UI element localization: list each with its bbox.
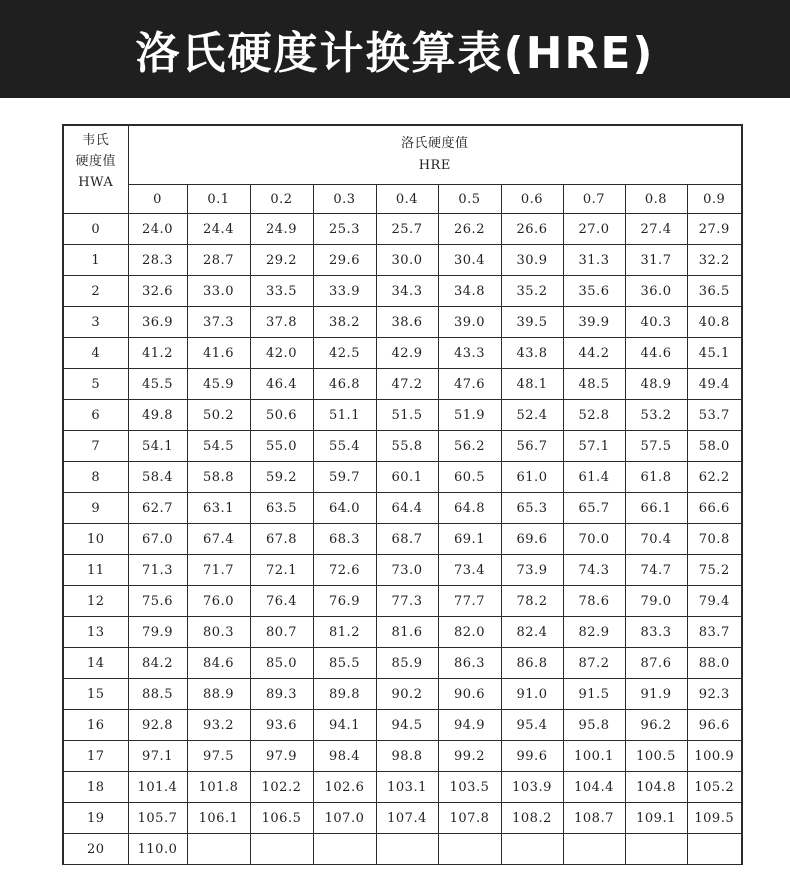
step-header-cell: 0.1 <box>187 185 250 214</box>
hre-value-cell: 59.2 <box>250 462 313 493</box>
hre-value-cell: 90.6 <box>438 679 501 710</box>
table-row <box>63 400 742 431</box>
hre-value-cell: 32.2 <box>687 245 742 276</box>
hre-value-cell: 63.5 <box>250 493 313 524</box>
hre-value-cell: 36.0 <box>625 276 687 307</box>
hre-value-cell: 56.2 <box>438 431 501 462</box>
hre-value-cell: 45.9 <box>187 369 250 400</box>
hre-value-cell: 39.9 <box>563 307 625 338</box>
table-row <box>63 338 742 369</box>
hre-value-cell: 35.2 <box>501 276 563 307</box>
hwa-value-cell: 1 <box>63 245 128 276</box>
hre-value-cell: 33.5 <box>250 276 313 307</box>
hre-value-cell: 31.3 <box>563 245 625 276</box>
hre-value-cell: 99.2 <box>438 741 501 772</box>
hre-value-cell: 108.7 <box>563 803 625 834</box>
hre-value-cell: 79.4 <box>687 586 742 617</box>
hre-value-cell: 67.4 <box>187 524 250 555</box>
hwa-value-cell: 14 <box>63 648 128 679</box>
hre-value-cell: 56.7 <box>501 431 563 462</box>
hre-value-cell: 84.2 <box>128 648 187 679</box>
hre-value-cell: 30.4 <box>438 245 501 276</box>
hwa-value-cell: 2 <box>63 276 128 307</box>
hre-value-cell: 55.8 <box>376 431 438 462</box>
conversion-table <box>62 124 743 865</box>
hre-value-cell: 67.0 <box>128 524 187 555</box>
hre-value-cell: 71.7 <box>187 555 250 586</box>
hre-value-cell: 60.1 <box>376 462 438 493</box>
hre-value-cell: 102.2 <box>250 772 313 803</box>
table-row <box>63 524 742 555</box>
hre-value-cell: 29.2 <box>250 245 313 276</box>
hre-value-cell: 41.2 <box>128 338 187 369</box>
hre-value-cell: 86.3 <box>438 648 501 679</box>
table-row <box>63 214 742 245</box>
hre-value-cell: 44.2 <box>563 338 625 369</box>
hre-value-cell: 100.5 <box>625 741 687 772</box>
hre-value-cell: 107.4 <box>376 803 438 834</box>
hre-value-cell: 46.4 <box>250 369 313 400</box>
hre-value-cell: 57.1 <box>563 431 625 462</box>
hre-value-cell: 64.4 <box>376 493 438 524</box>
hwa-value-cell: 6 <box>63 400 128 431</box>
hre-value-cell: 94.5 <box>376 710 438 741</box>
hre-value-cell: 27.0 <box>563 214 625 245</box>
hre-value-cell: 73.4 <box>438 555 501 586</box>
hre-value-cell: 82.9 <box>563 617 625 648</box>
hre-value-cell: 87.6 <box>625 648 687 679</box>
hre-value-cell: 66.1 <box>625 493 687 524</box>
hre-value-cell: 25.7 <box>376 214 438 245</box>
hre-value-cell: 96.6 <box>687 710 742 741</box>
hre-value-cell: 108.2 <box>501 803 563 834</box>
table-row <box>63 586 742 617</box>
hre-value-cell: 91.9 <box>625 679 687 710</box>
hre-value-cell: 104.8 <box>625 772 687 803</box>
step-header-cell: 0.9 <box>687 185 742 214</box>
hre-value-cell: 109.1 <box>625 803 687 834</box>
step-header-cell: 0.8 <box>625 185 687 214</box>
hre-value-cell: 49.4 <box>687 369 742 400</box>
table-row <box>63 772 742 803</box>
hre-value-cell: 69.1 <box>438 524 501 555</box>
hwa-value-cell: 11 <box>63 555 128 586</box>
hre-value-cell: 33.0 <box>187 276 250 307</box>
hre-value-cell: 78.6 <box>563 586 625 617</box>
hre-value-cell: 103.5 <box>438 772 501 803</box>
hre-value-cell: 58.8 <box>187 462 250 493</box>
hre-value-cell: 103.9 <box>501 772 563 803</box>
hre-value-cell: 48.9 <box>625 369 687 400</box>
hre-value-cell: 85.0 <box>250 648 313 679</box>
hwa-value-cell: 16 <box>63 710 128 741</box>
table-row <box>63 462 742 493</box>
hre-value-cell: 75.2 <box>687 555 742 586</box>
hre-value-cell: 40.3 <box>625 307 687 338</box>
hre-value-cell: 101.8 <box>187 772 250 803</box>
hwa-value-cell: 8 <box>63 462 128 493</box>
table-row <box>63 555 742 586</box>
hre-header-line-1: 洛氏硬度值 <box>400 136 469 151</box>
hre-value-cell: 42.0 <box>250 338 313 369</box>
hre-value-cell: 47.6 <box>438 369 501 400</box>
hre-value-cell: 109.5 <box>687 803 742 834</box>
hre-value-cell: 79.9 <box>128 617 187 648</box>
hre-value-cell: 54.1 <box>128 431 187 462</box>
hre-value-cell: 77.7 <box>438 586 501 617</box>
hre-value-cell: 91.0 <box>501 679 563 710</box>
hre-value-cell <box>376 834 438 865</box>
page-title: 洛氏硬度计换算表(HRE) <box>135 28 655 79</box>
hre-value-cell <box>313 834 376 865</box>
hre-value-cell: 76.4 <box>250 586 313 617</box>
hre-value-cell: 41.6 <box>187 338 250 369</box>
hre-value-cell: 35.6 <box>563 276 625 307</box>
hre-value-cell: 34.3 <box>376 276 438 307</box>
step-header-cell: 0.3 <box>313 185 376 214</box>
hre-value-cell: 51.9 <box>438 400 501 431</box>
hre-value-cell <box>501 834 563 865</box>
hre-value-cell: 25.3 <box>313 214 376 245</box>
hre-value-cell: 69.6 <box>501 524 563 555</box>
step-header-cell: 0.6 <box>501 185 563 214</box>
step-header-cell: 0.2 <box>250 185 313 214</box>
corner-line-3: HWA <box>78 175 114 190</box>
hre-value-cell: 55.0 <box>250 431 313 462</box>
hre-value-cell: 32.6 <box>128 276 187 307</box>
hwa-value-cell: 18 <box>63 772 128 803</box>
hre-value-cell: 51.1 <box>313 400 376 431</box>
table-body <box>63 214 742 865</box>
hre-value-cell: 107.0 <box>313 803 376 834</box>
hre-value-cell: 106.1 <box>187 803 250 834</box>
table-row <box>63 803 742 834</box>
hre-value-cell: 96.2 <box>625 710 687 741</box>
table-row <box>63 834 742 865</box>
hwa-value-cell: 0 <box>63 214 128 245</box>
hre-value-cell: 51.5 <box>376 400 438 431</box>
hre-value-cell <box>438 834 501 865</box>
hre-value-cell: 65.7 <box>563 493 625 524</box>
hre-value-cell: 74.3 <box>563 555 625 586</box>
hwa-value-cell: 5 <box>63 369 128 400</box>
hwa-value-cell: 13 <box>63 617 128 648</box>
hre-value-cell <box>187 834 250 865</box>
hre-value-cell: 107.8 <box>438 803 501 834</box>
hre-value-cell: 26.2 <box>438 214 501 245</box>
hre-value-cell: 102.6 <box>313 772 376 803</box>
hre-value-cell: 49.8 <box>128 400 187 431</box>
hre-value-cell: 68.7 <box>376 524 438 555</box>
hwa-value-cell: 15 <box>63 679 128 710</box>
hre-value-cell: 70.8 <box>687 524 742 555</box>
hre-value-cell: 88.9 <box>187 679 250 710</box>
hre-value-cell: 31.7 <box>625 245 687 276</box>
corner-line-2: 硬度值 <box>75 154 116 169</box>
hwa-value-cell: 7 <box>63 431 128 462</box>
hre-value-cell: 87.2 <box>563 648 625 679</box>
hre-value-cell: 24.4 <box>187 214 250 245</box>
corner-header <box>63 125 128 214</box>
hre-value-cell: 73.0 <box>376 555 438 586</box>
hre-value-cell: 103.1 <box>376 772 438 803</box>
hre-value-cell: 42.9 <box>376 338 438 369</box>
hre-value-cell: 48.1 <box>501 369 563 400</box>
step-header-cell: 0.7 <box>563 185 625 214</box>
hre-value-cell: 33.9 <box>313 276 376 307</box>
hwa-value-cell: 17 <box>63 741 128 772</box>
hre-value-cell: 53.7 <box>687 400 742 431</box>
hre-value-cell: 80.3 <box>187 617 250 648</box>
hre-value-cell: 61.0 <box>501 462 563 493</box>
hre-value-cell: 79.0 <box>625 586 687 617</box>
hre-value-cell: 39.0 <box>438 307 501 338</box>
table-row <box>63 648 742 679</box>
hre-value-cell: 57.5 <box>625 431 687 462</box>
hre-value-cell: 59.7 <box>313 462 376 493</box>
hre-value-cell: 29.6 <box>313 245 376 276</box>
hre-value-cell: 36.9 <box>128 307 187 338</box>
hre-value-cell: 61.8 <box>625 462 687 493</box>
hre-value-cell: 53.2 <box>625 400 687 431</box>
hre-value-cell: 82.0 <box>438 617 501 648</box>
hre-value-cell: 68.3 <box>313 524 376 555</box>
conversion-sheet <box>62 124 743 865</box>
hre-value-cell: 45.1 <box>687 338 742 369</box>
hre-value-cell: 27.9 <box>687 214 742 245</box>
hre-value-cell: 76.9 <box>313 586 376 617</box>
hre-value-cell: 36.5 <box>687 276 742 307</box>
hre-value-cell: 110.0 <box>128 834 187 865</box>
hre-value-cell: 52.4 <box>501 400 563 431</box>
table-row <box>63 741 742 772</box>
table-row <box>63 245 742 276</box>
hre-value-cell: 71.3 <box>128 555 187 586</box>
hre-value-cell: 28.7 <box>187 245 250 276</box>
hre-value-cell <box>687 834 742 865</box>
table-row <box>63 710 742 741</box>
hre-value-cell: 83.7 <box>687 617 742 648</box>
hwa-value-cell: 20 <box>63 834 128 865</box>
hre-value-cell: 98.4 <box>313 741 376 772</box>
hre-header <box>128 125 742 185</box>
hre-value-cell: 30.9 <box>501 245 563 276</box>
hre-value-cell: 47.2 <box>376 369 438 400</box>
hre-value-cell: 67.8 <box>250 524 313 555</box>
hre-value-cell: 78.2 <box>501 586 563 617</box>
hre-value-cell: 55.4 <box>313 431 376 462</box>
hre-value-cell: 80.7 <box>250 617 313 648</box>
hre-value-cell: 38.2 <box>313 307 376 338</box>
hre-value-cell: 38.6 <box>376 307 438 338</box>
hre-value-cell: 82.4 <box>501 617 563 648</box>
hre-value-cell: 104.4 <box>563 772 625 803</box>
step-header-cell: 0.4 <box>376 185 438 214</box>
hre-value-cell: 34.8 <box>438 276 501 307</box>
hre-value-cell: 24.0 <box>128 214 187 245</box>
hre-value-cell: 84.6 <box>187 648 250 679</box>
hre-value-cell: 50.6 <box>250 400 313 431</box>
hre-value-cell: 94.1 <box>313 710 376 741</box>
hre-value-cell: 64.0 <box>313 493 376 524</box>
hwa-value-cell: 9 <box>63 493 128 524</box>
hre-value-cell: 58.0 <box>687 431 742 462</box>
hre-value-cell: 60.5 <box>438 462 501 493</box>
hre-header-line-2: HRE <box>418 158 451 173</box>
step-header-cell: 0.5 <box>438 185 501 214</box>
hre-value-cell: 24.9 <box>250 214 313 245</box>
table-row <box>63 369 742 400</box>
hwa-value-cell: 12 <box>63 586 128 617</box>
hre-value-cell: 74.7 <box>625 555 687 586</box>
hre-value-cell: 77.3 <box>376 586 438 617</box>
hre-value-cell: 105.7 <box>128 803 187 834</box>
hre-value-cell: 58.4 <box>128 462 187 493</box>
hre-value-cell: 65.3 <box>501 493 563 524</box>
hre-value-cell: 89.3 <box>250 679 313 710</box>
hre-value-cell: 85.5 <box>313 648 376 679</box>
hwa-value-cell: 3 <box>63 307 128 338</box>
hre-value-cell: 93.2 <box>187 710 250 741</box>
hre-value-cell: 88.5 <box>128 679 187 710</box>
hre-value-cell: 70.0 <box>563 524 625 555</box>
hre-value-cell: 39.5 <box>501 307 563 338</box>
hre-value-cell: 63.1 <box>187 493 250 524</box>
hre-value-cell: 101.4 <box>128 772 187 803</box>
hre-value-cell: 37.3 <box>187 307 250 338</box>
hre-value-cell: 62.2 <box>687 462 742 493</box>
hre-value-cell: 62.7 <box>128 493 187 524</box>
hre-value-cell <box>625 834 687 865</box>
hre-value-cell: 42.5 <box>313 338 376 369</box>
hre-value-cell: 83.3 <box>625 617 687 648</box>
hre-value-cell: 75.6 <box>128 586 187 617</box>
hre-value-cell: 43.3 <box>438 338 501 369</box>
hwa-value-cell: 10 <box>63 524 128 555</box>
hre-value-cell: 44.6 <box>625 338 687 369</box>
corner-line-1: 韦氏 <box>82 133 110 148</box>
hre-value-cell: 100.9 <box>687 741 742 772</box>
hre-value-cell: 91.5 <box>563 679 625 710</box>
table-row <box>63 431 742 462</box>
hre-value-cell: 64.8 <box>438 493 501 524</box>
hre-value-cell: 48.5 <box>563 369 625 400</box>
hre-value-cell: 70.4 <box>625 524 687 555</box>
hre-value-cell: 37.8 <box>250 307 313 338</box>
hre-value-cell: 98.8 <box>376 741 438 772</box>
hre-value-cell: 30.0 <box>376 245 438 276</box>
hre-value-cell: 73.9 <box>501 555 563 586</box>
hre-value-cell: 90.2 <box>376 679 438 710</box>
hre-value-cell: 93.6 <box>250 710 313 741</box>
hre-value-cell: 100.1 <box>563 741 625 772</box>
hre-value-cell <box>250 834 313 865</box>
hre-value-cell: 86.8 <box>501 648 563 679</box>
hre-value-cell: 50.2 <box>187 400 250 431</box>
hre-value-cell: 26.6 <box>501 214 563 245</box>
hre-value-cell: 54.5 <box>187 431 250 462</box>
hre-value-cell: 81.2 <box>313 617 376 648</box>
hwa-value-cell: 4 <box>63 338 128 369</box>
hre-value-cell: 95.4 <box>501 710 563 741</box>
hre-value-cell <box>563 834 625 865</box>
hre-value-cell: 40.8 <box>687 307 742 338</box>
hre-value-cell: 106.5 <box>250 803 313 834</box>
hre-value-cell: 81.6 <box>376 617 438 648</box>
hre-value-cell: 45.5 <box>128 369 187 400</box>
table-row <box>63 617 742 648</box>
hre-value-cell: 92.8 <box>128 710 187 741</box>
hre-value-cell: 46.8 <box>313 369 376 400</box>
hre-value-cell: 27.4 <box>625 214 687 245</box>
hre-value-cell: 97.1 <box>128 741 187 772</box>
hre-value-cell: 92.3 <box>687 679 742 710</box>
hwa-value-cell: 19 <box>63 803 128 834</box>
hre-value-cell: 97.9 <box>250 741 313 772</box>
hre-value-cell: 97.5 <box>187 741 250 772</box>
hre-value-cell: 61.4 <box>563 462 625 493</box>
step-header-row <box>63 185 742 214</box>
step-header-cell: 0 <box>128 185 187 214</box>
hre-value-cell: 88.0 <box>687 648 742 679</box>
hre-value-cell: 105.2 <box>687 772 742 803</box>
hre-value-cell: 66.6 <box>687 493 742 524</box>
table-row <box>63 679 742 710</box>
hre-value-cell: 72.1 <box>250 555 313 586</box>
hre-value-cell: 43.8 <box>501 338 563 369</box>
hre-value-cell: 89.8 <box>313 679 376 710</box>
hre-value-cell: 94.9 <box>438 710 501 741</box>
hre-value-cell: 72.6 <box>313 555 376 586</box>
hre-value-cell: 28.3 <box>128 245 187 276</box>
hre-value-cell: 76.0 <box>187 586 250 617</box>
hre-value-cell: 95.8 <box>563 710 625 741</box>
table-row <box>63 493 742 524</box>
table-row <box>63 276 742 307</box>
table-header-row <box>63 125 742 185</box>
hre-value-cell: 85.9 <box>376 648 438 679</box>
table-row <box>63 307 742 338</box>
hre-value-cell: 99.6 <box>501 741 563 772</box>
title-banner <box>0 0 790 98</box>
hre-value-cell: 52.8 <box>563 400 625 431</box>
